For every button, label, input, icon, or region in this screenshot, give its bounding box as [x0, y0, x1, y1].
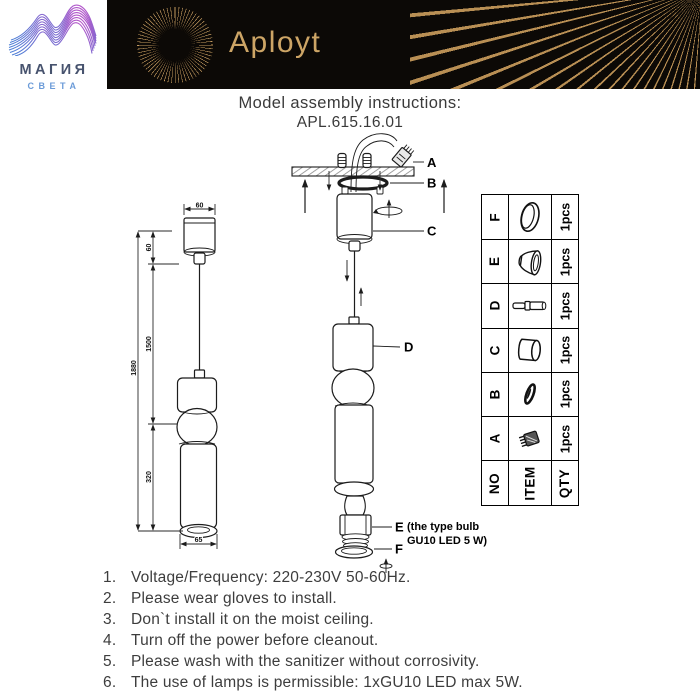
dim-total-height: 1880 — [131, 360, 138, 376]
label-d: D — [404, 339, 414, 355]
table-header-no: NO — [487, 472, 503, 494]
instruction-text: Voltage/Frequency: 220-230V 50-60Hz. — [131, 569, 411, 586]
connector-icon — [508, 416, 551, 460]
logo-text-magia: МАГИЯ — [19, 62, 89, 78]
cylinder-icon — [508, 328, 551, 372]
part-no: A — [487, 433, 503, 444]
exploded-drawing — [292, 134, 487, 573]
wire-connector-icon — [392, 143, 415, 167]
part-no: E — [487, 257, 503, 267]
dim-bottom-width: 65 — [194, 537, 203, 544]
title-line1: Model assembly instructions: — [238, 94, 462, 112]
label-a: A — [427, 155, 437, 170]
label-b: B — [427, 175, 437, 191]
part-qty: 1pcs — [558, 380, 572, 409]
part-no: B — [487, 389, 503, 400]
part-no: D — [487, 301, 503, 311]
body-upper-cylinder — [333, 324, 373, 371]
instruction-item — [0, 609, 700, 630]
instruction-number: 5. — [103, 653, 117, 670]
label-f: F — [395, 541, 403, 557]
dim-cable-length: 1500 — [146, 336, 153, 352]
bulb-note-line1: (the type bulb — [407, 521, 480, 533]
label-e: E — [395, 519, 404, 535]
socket-icon — [508, 239, 551, 283]
instruction-item — [0, 630, 700, 651]
table-header-qty: QTY — [557, 468, 573, 498]
instruction-text: Please wear gloves to install. — [131, 590, 337, 607]
instruction-item — [0, 567, 700, 588]
instruction-number: 6. — [103, 674, 117, 691]
ring-icon — [508, 195, 551, 239]
dim-body-height: 320 — [146, 471, 153, 483]
body-lower-cylinder — [335, 405, 373, 483]
instruction-number: 2. — [103, 590, 117, 607]
oval-ring-icon — [508, 372, 551, 416]
dim-top-width: 60 — [195, 202, 204, 210]
ceiling — [292, 167, 414, 176]
instruction-number: 3. — [103, 611, 117, 628]
canopy — [337, 194, 372, 239]
table-header-item: ITEM — [522, 466, 538, 501]
instruction-list — [0, 567, 700, 693]
part-qty: 1pcs — [558, 291, 572, 321]
part-qty: 1pcs — [558, 247, 572, 277]
brand-name: Aployt — [229, 26, 322, 59]
socket-neck — [345, 496, 366, 515]
instruction-item — [0, 588, 700, 609]
instruction-text: Don`t install it on the moist ceiling. — [131, 611, 374, 628]
model-number: APL.615.16.01 — [296, 114, 404, 131]
ceiling-anchor-icon — [338, 154, 371, 168]
part-qty: 1pcs — [558, 424, 572, 453]
body-sphere — [332, 369, 374, 407]
dimension-drawing — [131, 203, 217, 550]
part-qty: 1pcs — [558, 202, 572, 232]
part-qty: 1pcs — [558, 335, 572, 365]
instruction-item — [0, 651, 700, 672]
parts-table — [481, 194, 579, 506]
logo-text-sveta: СВЕТА — [27, 81, 81, 91]
rod-icon — [508, 283, 551, 327]
label-c: C — [427, 223, 437, 239]
rotate-arrow-icon — [373, 200, 402, 218]
instruction-number: 1. — [103, 569, 117, 586]
bulb-note-line2: GU10 LED 5 W) — [407, 535, 488, 547]
instruction-text: The use of lamps is permissible: 1xGU10 LED max 5W. — [131, 674, 523, 691]
instruction-text: Turn off the power before cleanout. — [131, 632, 379, 649]
part-no: C — [487, 345, 503, 356]
instruction-item — [0, 672, 700, 693]
dim-canopy-height: 60 — [146, 243, 153, 252]
part-no: F — [487, 212, 503, 222]
instruction-number: 4. — [103, 632, 117, 649]
instruction-text: Please wash with the sanitizer without corrosivity. — [131, 653, 480, 670]
